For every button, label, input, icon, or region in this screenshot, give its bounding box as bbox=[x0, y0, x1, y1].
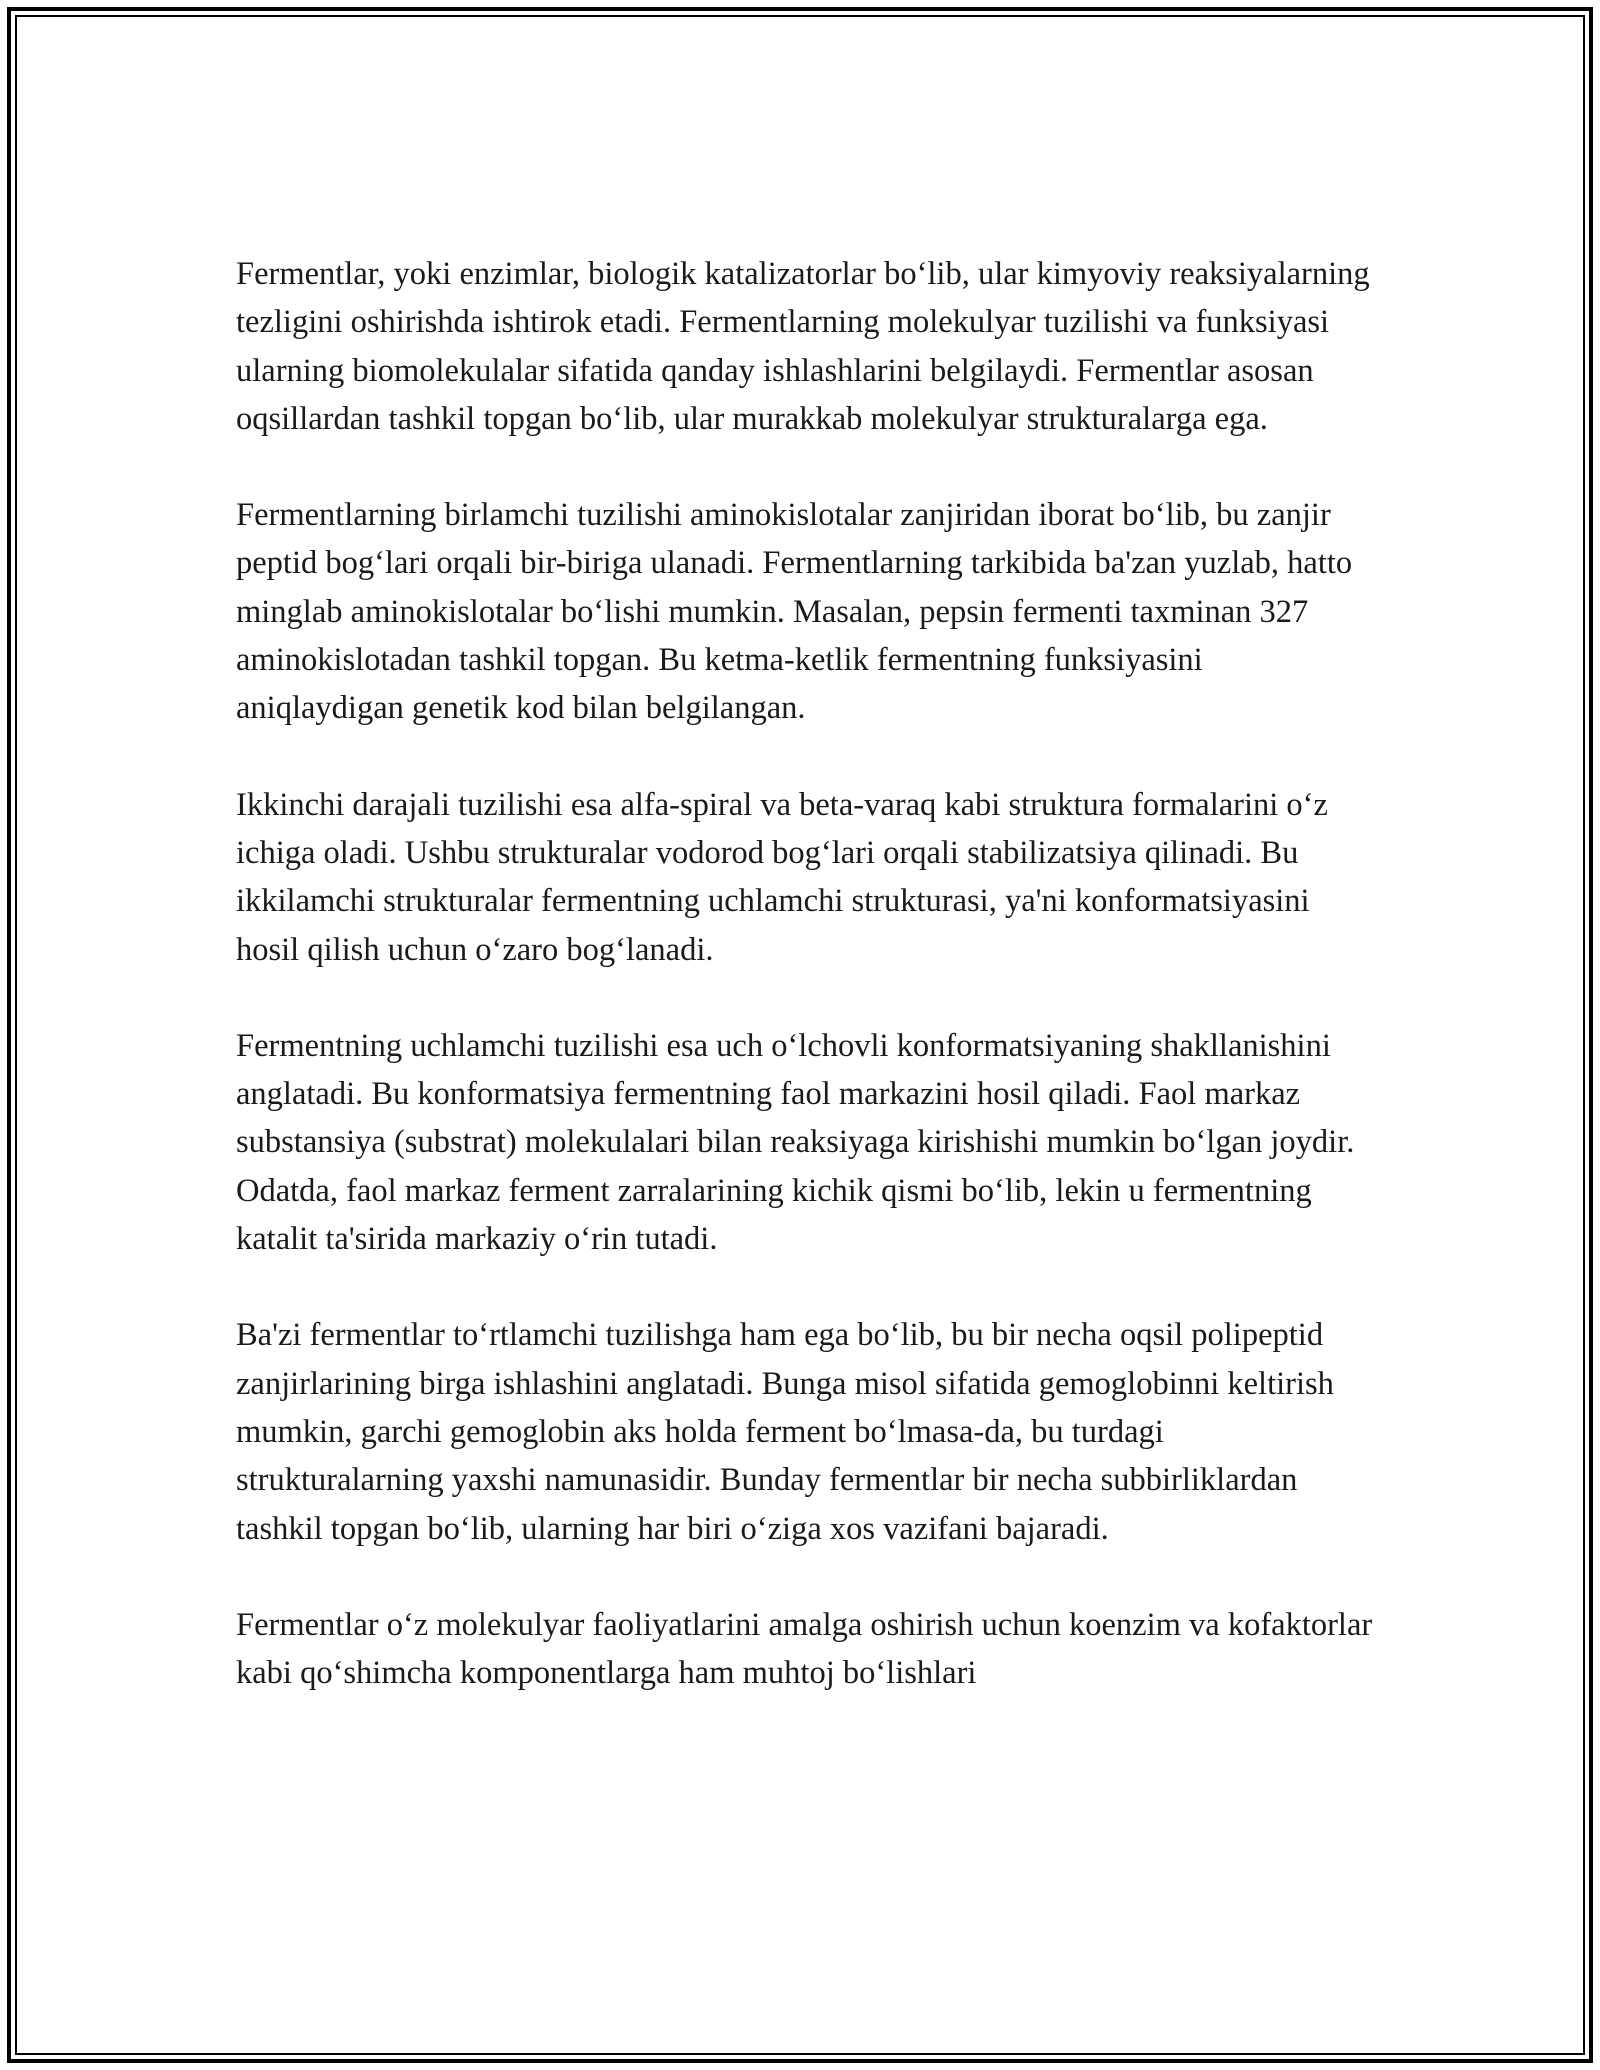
document-body bbox=[236, 250, 1376, 1697]
paragraph-5: Ba'zi fermentlar to‘rtlamchi tuzilishga ham ega bo‘lib, bu bir necha oqsil polipeptid zanjirlarining birga ishlashini anglatadi. Bunga misol sifatida gemoglobinni keltirish mumkin, garchi gemoglobin aks holda ferment bo‘lmasa-da, bu turdagi strukturalarning yaxshi namunasidir. Bunday fermentlar bir necha subbirliklardan tashkil topgan bo‘lib, ularning har biri o‘ziga xos vazifani bajaradi. bbox=[236, 1317, 1334, 1547]
paragraph-3: Ikkinchi darajali tuzilishi esa alfa-spiral va beta-varaq kabi struktura formalarini o‘z ichiga oladi. Ushbu strukturalar vodorod bog‘lari orqali stabilizatsiya qilinadi. Bu ikkilamchi strukturalar fermentning uchlamchi strukturasi, ya'ni konformatsiyasini hosil qilish uchun o‘zaro bog‘lanadi. bbox=[236, 786, 1328, 968]
paragraph-1: Fermentlar, yoki enzimlar, biologik katalizatorlar bo‘lib, ular kimyoviy reaksiyalarning tezligini oshirishda ishtirok etadi. Fermentlarning molekulyar tuzilishi va funksiyasi ularning biomolekulalar sifatida qanday ishlashlarini belgilaydi. Fermentlar asosan oqsillardan tashkil topgan bo‘lib, ular murakkab molekulyar strukturalarga ega. bbox=[236, 256, 1370, 437]
paragraph-6: Fermentlar o‘z molekulyar faoliyatlarini amalga oshirish uchun koenzim va kofaktorlar kabi qo‘shimcha komponentlarga ham muhtoj bo‘lishlari bbox=[236, 1606, 1373, 1692]
paragraph-4: Fermentning uchlamchi tuzilishi esa uch o‘lchovli konformatsiyaning shakllanishini anglatadi. Bu konformatsiya fermentning faol markazini hosil qiladi. Faol markaz substansiya (substrat) molekulalari bilan reaksiyaga kirishishi mumkin bo‘lgan joydir. Odatda, faol markaz ferment zarralarining kichik qismi bo‘lib, lekin u fermentning katalit ta'sirida markaziy o‘rin tutadi. bbox=[236, 1027, 1355, 1258]
paragraph-2: Fermentlarning birlamchi tuzilishi aminokislotalar zanjiridan iborat bo‘lib, bu zanjir peptid bog‘lari orqali bir-biriga ulanadi. Fermentlarning tarkibida ba'zan yuzlab, hatto minglab aminokislotalar bo‘lishi mumkin. Masalan, pepsin fermenti taxminan 327 aminokislotadan tashkil topgan. Bu ketma-ketlik fermentning funksiyasini aniqlaydigan genetik kod bilan belgilangan. bbox=[236, 497, 1353, 727]
